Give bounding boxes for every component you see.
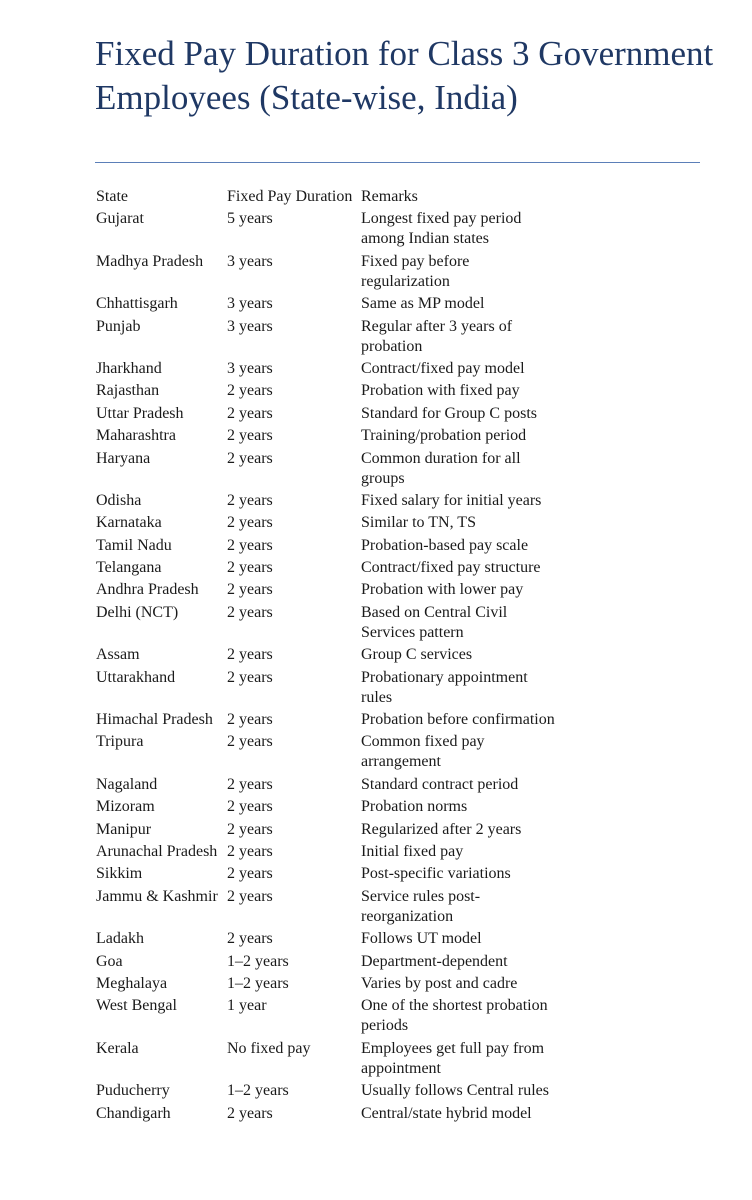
header-state: State (96, 188, 128, 205)
cell-remarks: Regular after 3 years of probation (361, 317, 513, 355)
cell-state: Telangana (96, 559, 162, 577)
cell-state: Assam (96, 646, 140, 664)
cell-remarks: Common duration for all groups (361, 449, 521, 487)
cell-state: Chandigarh (96, 1104, 171, 1122)
cell-state: Chhattisgarh (96, 295, 178, 313)
table-row (96, 426, 576, 448)
cell-duration: 2 years (227, 603, 273, 621)
cell-state: Haryana (96, 449, 151, 467)
cell-state: Mizoram (96, 798, 155, 816)
cell-state: Jharkhand (96, 359, 162, 377)
cell-duration: 2 years (227, 427, 273, 445)
cell-remarks: Probation-based pay scale (361, 536, 529, 554)
cell-duration: 2 years (227, 404, 273, 422)
table-row (96, 580, 576, 602)
table-row (96, 449, 576, 491)
cell-remarks: Regularized after 2 years (361, 820, 522, 838)
table-row (96, 775, 576, 797)
cell-state: Puducherry (96, 1082, 170, 1100)
table-row (96, 404, 576, 426)
cell-remarks: Fixed salary for initial years (361, 491, 542, 509)
cell-remarks: Same as MP model (361, 295, 485, 313)
cell-state: Uttarakhand (96, 668, 176, 686)
cell-state: Nagaland (96, 775, 158, 793)
cell-duration: 2 years (227, 733, 273, 751)
cell-state: Gujarat (96, 210, 144, 228)
page-title: Fixed Pay Duration for Class 3 Government Employees (State-wise, India) (95, 34, 714, 117)
cell-remarks: Service rules post-reorganization (361, 887, 481, 925)
table-row (96, 1081, 576, 1103)
table-row (96, 209, 576, 251)
cell-duration: 3 years (227, 359, 273, 377)
cell-state: Jammu & Kashmir (96, 887, 218, 905)
cell-remarks: Probation norms (361, 798, 468, 816)
cell-remarks: Common fixed pay arrangement (361, 733, 485, 771)
cell-remarks: Probation with lower pay (361, 581, 524, 599)
cell-state: Karnataka (96, 514, 162, 532)
table-row (96, 645, 576, 667)
cell-state: Maharashtra (96, 427, 176, 445)
table-row (96, 842, 576, 864)
cell-remarks: Contract/fixed pay model (361, 359, 525, 377)
cell-remarks: Training/probation period (361, 427, 527, 445)
cell-remarks: Group C services (361, 646, 473, 664)
table-body (96, 209, 576, 1126)
cell-duration: 1–2 years (227, 952, 289, 970)
cell-duration: 2 years (227, 865, 273, 883)
cell-state: Meghalaya (96, 974, 168, 992)
cell-remarks: One of the shortest probation periods (361, 997, 548, 1035)
cell-state: Punjab (96, 317, 141, 335)
cell-duration: 2 years (227, 382, 273, 400)
table-row (96, 294, 576, 316)
header-remarks: Remarks (361, 188, 418, 205)
table-row (96, 929, 576, 951)
cell-remarks: Standard contract period (361, 775, 519, 793)
table-row (96, 996, 576, 1038)
cell-duration: 2 years (227, 581, 273, 599)
cell-remarks: Fixed pay before regularization (361, 252, 470, 290)
cell-duration: 5 years (227, 210, 273, 228)
cell-state: West Bengal (96, 997, 177, 1015)
cell-duration: 2 years (227, 559, 273, 577)
cell-duration: 2 years (227, 887, 273, 905)
cell-remarks: Usually follows Central rules (361, 1082, 549, 1100)
table-row (96, 710, 576, 732)
cell-state: Sikkim (96, 865, 143, 883)
table-header-row (96, 187, 576, 209)
table-row (96, 797, 576, 819)
cell-remarks: Probation with fixed pay (361, 382, 520, 400)
cell-remarks: Employees get full pay from appointment (361, 1039, 545, 1077)
cell-remarks: Probation before confirmation (361, 711, 555, 729)
cell-duration: 2 years (227, 930, 273, 948)
cell-duration: 3 years (227, 317, 273, 335)
cell-remarks: Follows UT model (361, 930, 482, 948)
cell-duration: 1 year (227, 997, 267, 1015)
table-row (96, 536, 576, 558)
table-row (96, 252, 576, 294)
table-row (96, 732, 576, 774)
header-fixed-pay-duration: Fixed Pay Duration (227, 188, 353, 205)
cell-duration: 2 years (227, 775, 273, 793)
cell-duration: 2 years (227, 491, 273, 509)
cell-duration: 2 years (227, 820, 273, 838)
cell-duration: 1–2 years (227, 974, 289, 992)
title-divider (95, 162, 700, 163)
table-row (96, 513, 576, 535)
cell-remarks: Initial fixed pay (361, 842, 464, 860)
cell-state: Goa (96, 952, 123, 970)
cell-duration: 3 years (227, 295, 273, 313)
cell-remarks: Based on Central Civil Services pattern (361, 603, 508, 641)
cell-state: Tamil Nadu (96, 536, 172, 554)
table-row (96, 864, 576, 886)
table-row (96, 317, 576, 359)
cell-state: Kerala (96, 1039, 139, 1057)
cell-duration: 3 years (227, 252, 273, 270)
cell-duration: 2 years (227, 798, 273, 816)
cell-duration: 2 years (227, 711, 273, 729)
cell-duration: No fixed pay (227, 1039, 311, 1057)
cell-state: Ladakh (96, 930, 144, 948)
cell-state: Odisha (96, 491, 142, 509)
cell-duration: 1–2 years (227, 1082, 289, 1100)
cell-state: Delhi (NCT) (96, 603, 179, 621)
cell-remarks: Similar to TN, TS (361, 514, 476, 532)
cell-duration: 2 years (227, 842, 273, 860)
cell-state: Madhya Pradesh (96, 252, 204, 270)
table-row (96, 603, 576, 645)
table-row (96, 887, 576, 929)
table-row (96, 558, 576, 580)
table-row (96, 952, 576, 974)
cell-duration: 2 years (227, 449, 273, 467)
cell-remarks: Central/state hybrid model (361, 1104, 532, 1122)
table-row (96, 359, 576, 381)
pay-duration-table (96, 187, 576, 1126)
table-row (96, 1039, 576, 1081)
cell-state: Manipur (96, 820, 152, 838)
cell-duration: 2 years (227, 646, 273, 664)
table-row (96, 974, 576, 996)
table-row (96, 820, 576, 842)
cell-remarks: Contract/fixed pay structure (361, 559, 541, 577)
table-row (96, 668, 576, 710)
cell-state: Andhra Pradesh (96, 581, 199, 599)
cell-state: Arunachal Pradesh (96, 842, 218, 860)
cell-remarks: Longest fixed pay period among Indian states (361, 210, 522, 248)
cell-duration: 2 years (227, 536, 273, 554)
cell-duration: 2 years (227, 668, 273, 686)
table-row (96, 491, 576, 513)
cell-state: Rajasthan (96, 382, 160, 400)
cell-duration: 2 years (227, 1104, 273, 1122)
table-row (96, 381, 576, 403)
cell-remarks: Probationary appointment rules (361, 668, 528, 706)
cell-remarks: Post-specific variations (361, 865, 511, 883)
cell-remarks: Varies by post and cadre (361, 974, 518, 992)
cell-state: Himachal Pradesh (96, 711, 213, 729)
cell-state: Tripura (96, 733, 144, 751)
cell-remarks: Standard for Group C posts (361, 404, 537, 422)
table-row (96, 1104, 576, 1126)
cell-state: Uttar Pradesh (96, 404, 184, 422)
cell-remarks: Department-dependent (361, 952, 508, 970)
cell-duration: 2 years (227, 514, 273, 532)
